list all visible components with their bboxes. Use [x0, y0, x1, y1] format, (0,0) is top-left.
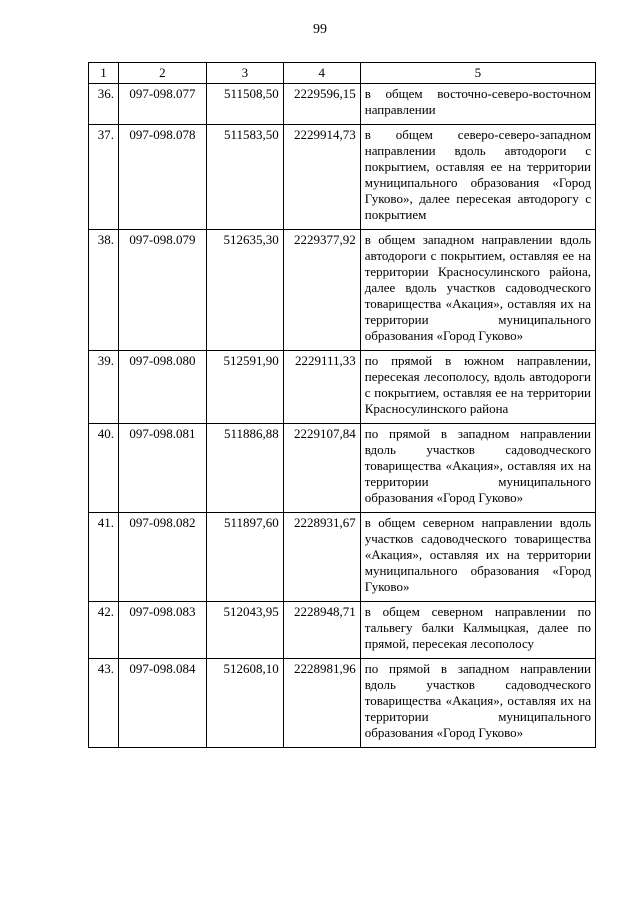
point-code: 097-098.078 — [118, 125, 206, 230]
coordinate-x: 512635,30 — [206, 230, 283, 351]
point-code: 097-098.081 — [118, 424, 206, 513]
boundary-description: в общем восточно-северо-восточном направлении — [360, 84, 595, 125]
coordinate-x: 512608,10 — [206, 659, 283, 748]
point-code: 097-098.079 — [118, 230, 206, 351]
table-row — [89, 513, 596, 602]
row-number: 41. — [89, 513, 119, 602]
row-number: 39. — [89, 351, 119, 424]
coordinate-y: 2229596,15 — [283, 84, 360, 125]
table-row — [89, 602, 596, 659]
boundary-description: по прямой в южном направлении, пересекая лесополосу, вдоль автодороги с покрытием, оставляя ее на территории Красносулинского района — [360, 351, 595, 424]
row-number: 37. — [89, 125, 119, 230]
boundary-description: в общем западном направлении вдоль автодороги с покрытием, оставляя ее на территории Красносулинского района, далее вдоль участков садоводческого товарищества «Акация», оставляя их на территории муниципального образования «Город Гуково» — [360, 230, 595, 351]
coordinate-y: 2228981,96 — [283, 659, 360, 748]
table-row — [89, 424, 596, 513]
coordinate-x: 511886,88 — [206, 424, 283, 513]
table-header-row — [89, 63, 596, 84]
coordinate-x: 512043,95 — [206, 602, 283, 659]
row-number: 43. — [89, 659, 119, 748]
boundary-description: в общем северном направлении вдоль участков садоводческого товарищества «Акация», оставляя их на территории муниципального образования «Город Гуково» — [360, 513, 595, 602]
column-header-number: 1 — [89, 63, 119, 84]
coordinate-x: 511897,60 — [206, 513, 283, 602]
coordinate-y: 2229111,33 — [283, 351, 360, 424]
column-header-description: 5 — [360, 63, 595, 84]
coordinate-x: 512591,90 — [206, 351, 283, 424]
table-row — [89, 351, 596, 424]
row-number: 40. — [89, 424, 119, 513]
column-header-code: 2 — [118, 63, 206, 84]
table-row — [89, 230, 596, 351]
boundary-points-table — [88, 62, 596, 748]
coordinate-x: 511583,50 — [206, 125, 283, 230]
coordinate-x: 511508,50 — [206, 84, 283, 125]
boundary-description: по прямой в западном направлении вдоль участков садоводческого товарищества «Акация», оставляя их на территории муниципального образования «Город Гуково» — [360, 424, 595, 513]
coordinate-y: 2229107,84 — [283, 424, 360, 513]
column-header-y: 4 — [283, 63, 360, 84]
row-number: 42. — [89, 602, 119, 659]
boundary-description: в общем северо-северо-западном направлении вдоль автодороги с покрытием, оставляя ее на территории муниципального образования «Город Гуково», далее пересекая автодорогу с покрытием — [360, 125, 595, 230]
table-row — [89, 125, 596, 230]
boundary-description: по прямой в западном направлении вдоль участков садоводческого товарищества «Акация», оставляя их на территории муниципального образования «Город Гуково» — [360, 659, 595, 748]
point-code: 097-098.083 — [118, 602, 206, 659]
table-row — [89, 659, 596, 748]
row-number: 38. — [89, 230, 119, 351]
column-header-x: 3 — [206, 63, 283, 84]
coordinate-y: 2229914,73 — [283, 125, 360, 230]
coordinate-y: 2228948,71 — [283, 602, 360, 659]
point-code: 097-098.082 — [118, 513, 206, 602]
boundary-description: в общем северном направлении по тальвегу балки Калмыцкая, далее по прямой, пересекая лесополосу — [360, 602, 595, 659]
row-number: 36. — [89, 84, 119, 125]
point-code: 097-098.084 — [118, 659, 206, 748]
page-number: 99 — [313, 22, 327, 37]
coordinate-y: 2229377,92 — [283, 230, 360, 351]
point-code: 097-098.077 — [118, 84, 206, 125]
coordinate-y: 2228931,67 — [283, 513, 360, 602]
table-row — [89, 84, 596, 125]
point-code: 097-098.080 — [118, 351, 206, 424]
